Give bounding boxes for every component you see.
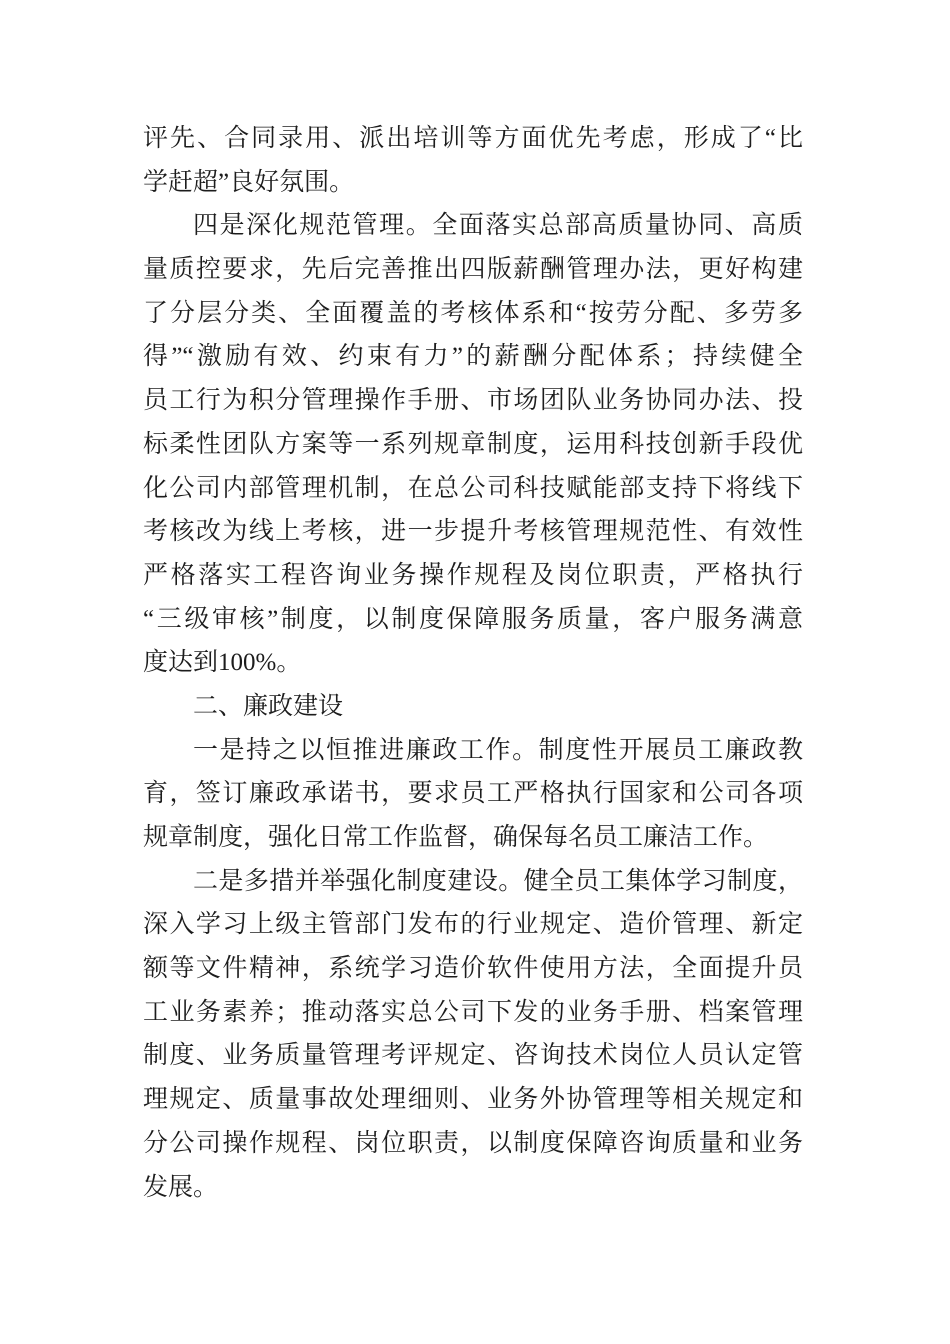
text-line: 规章制度，强化日常工作监督，确保每名员工廉洁工作。 xyxy=(143,824,769,851)
text-line: 评先、合同录用、派出培训等方面优先考虑，形成了“比 xyxy=(143,125,803,152)
text-line: 量质控要求，先后完善推出四版薪酬管理办法，更好构建 xyxy=(143,256,803,284)
section-heading: 二、廉政建设 xyxy=(193,692,344,720)
text-line: 化公司内部管理机制，在总公司科技赋能部支持下将线下 xyxy=(143,474,803,502)
text-line: 标柔性团队方案等一系列规章制度，运用科技创新手段优 xyxy=(143,430,803,458)
text-line: 学赶超”良好氛围。 xyxy=(143,168,355,196)
text-line: 分公司操作规程、岗位职责，以制度保障咨询质量和业务 xyxy=(143,1129,803,1157)
text-line: 二是多措并举强化制度建设。健全员工集体学习制度， xyxy=(193,867,803,895)
text-line: 考核改为线上考核，进一步提升考核管理规范性、有效性 xyxy=(143,518,803,546)
document-text-block xyxy=(143,117,803,1209)
text-line: 得”“激励有效、约束有力”的薪酬分配体系；持续健全 xyxy=(143,343,803,371)
text-line: 员工行为积分管理操作手册、市场团队业务协同办法、投 xyxy=(143,387,803,415)
text-line: 一是持之以恒推进廉政工作。制度性开展员工廉政教 xyxy=(193,736,803,764)
text-line: 发展。 xyxy=(143,1173,219,1201)
text-line: 严格落实工程咨询业务操作规程及岗位职责，严格执行 xyxy=(143,561,803,589)
text-line: 了分层分类、全面覆盖的考核体系和“按劳分配、多劳多 xyxy=(143,299,803,327)
text-line: 四是深化规范管理。全面落实总部高质量协同、高质 xyxy=(193,212,803,240)
text-line: 理规定、质量事故处理细则、业务外协管理等相关规定和 xyxy=(143,1086,803,1114)
text-line: 度达到100%。 xyxy=(143,649,302,677)
text-line: “三级审核”制度，以制度保障服务质量，客户服务满意 xyxy=(143,605,803,633)
text-line: 工业务素养；推动落实总公司下发的业务手册、档案管理 xyxy=(143,998,803,1026)
text-line: 制度、业务质量管理考评规定、咨询技术岗位人员认定管 xyxy=(143,1042,803,1070)
text-line: 额等文件精神，系统学习造价软件使用方法，全面提升员 xyxy=(143,955,803,983)
text-line: 深入学习上级主管部门发布的行业规定、造价管理、新定 xyxy=(143,911,803,939)
text-line: 育，签订廉政承诺书，要求员工严格执行国家和公司各项 xyxy=(143,780,803,808)
